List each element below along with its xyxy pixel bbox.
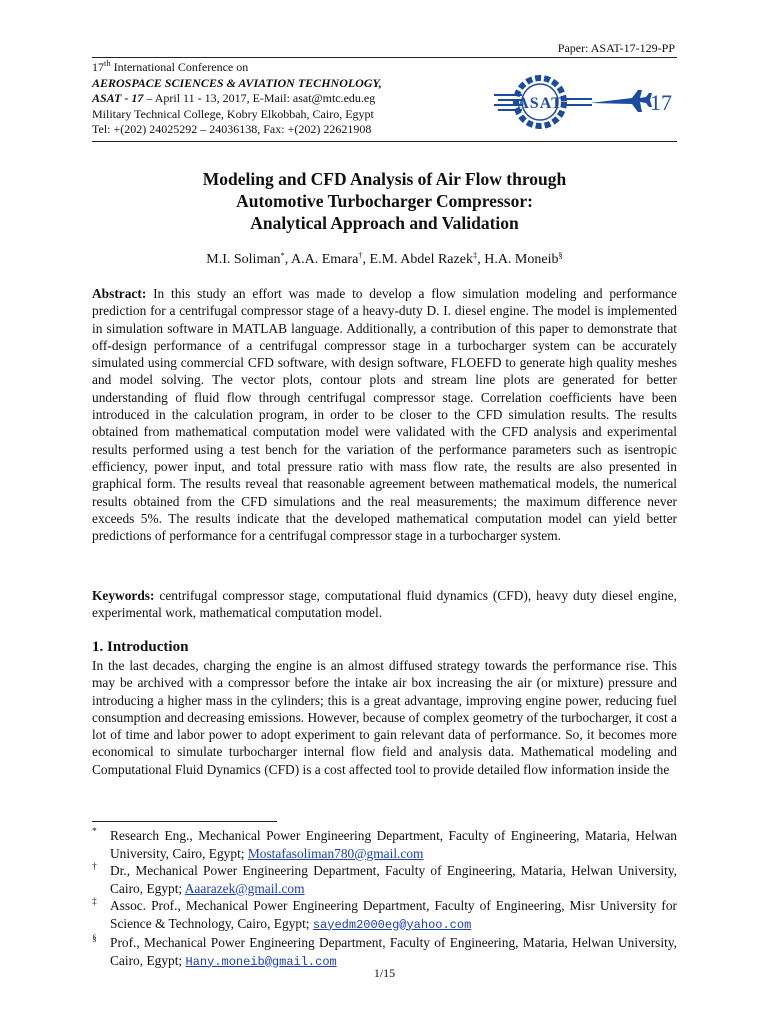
- conference-ordinal: th: [104, 58, 111, 68]
- header-bottom-rule: [92, 141, 677, 142]
- author-4: , H.A. Moneib: [477, 252, 559, 267]
- conference-institution: Military Technical College, Kobry Elkobbah, Cairo, Egypt: [92, 106, 374, 121]
- conference-dates-email: – April 11 - 13, 2017, E-Mail: asat@mtc.edu.eg: [143, 91, 376, 105]
- keywords: [92, 587, 677, 622]
- footnote-text: Dr., Mechanical Power Engineering Department, Faculty of Engineering, Mataria, Helwan University, Cairo, Egypt;: [110, 863, 677, 896]
- footnote-2: [92, 862, 677, 897]
- introduction-text: In the last decades, charging the engine is an almost diffused strategy towards the performance rise. This may be archived with a compressor before the intake air box increasing the air (or mixture) pressure and introducing a higher mass in the cylinders; this is a great advantage, improving engine power, reducing fuel consumption and decreasing emissions. However, because of complex geometry of the turbocharger, it cost a lot of time and labor power to adopt experiment to gain relevant data of performance. So, it becomes more economical to simulate turbocharger internal flow field and analysis data. Mathematical modeling and Computational Fluid Dynamics (CFD) is a cost affected tool to provide detailed flow information inside the: [92, 658, 677, 777]
- conference-dates-line: [92, 91, 512, 107]
- conference-line: [92, 60, 512, 76]
- author-2-mark: †: [358, 250, 363, 260]
- keywords-text: centrifugal compressor stage, computational fluid dynamics (CFD), heavy duty diesel engine, experimental work, mathematical computation model.: [92, 588, 677, 621]
- section-heading-introduction: 1. Introduction: [92, 639, 189, 655]
- page-number: 1/15: [373, 966, 396, 980]
- keywords-label: Keywords:: [92, 588, 155, 603]
- conference-number: 17: [92, 60, 104, 74]
- abstract-text: In this study an effort was made to develop a flow simulation modeling and performance prediction for a centrifugal compressor stage of a heavy-duty D. I. diesel engine. The model is implemented in simulation software in MATLAB language. Additionally, a contribution of this paper to demonstrate that off-design performance of a centrifugal compressor stage in a turbocharger system can be accurately simulated using commercial CFD software, with design software, FLOEFD to generate high quality meshes and model solving. The vector plots, contour plots and stream line plots are generated for better understanding of fluid flow through centrifugal compressor stage. Correlation coefficients have been introduced in the calculation program, in order to be closer to the CFD simulation results. The results obtained from mathematical computation model were validated with the CFD analysis and experimental results performed using a test bench for the variation of the performance parameters such as isentropic efficiency, power input, and total pressure ratio with mass flow rate, the results are also presented in graphical form. The results reveal that reasonable agreement between mathematical models, the numerical results obtained from the CFD simulations and the real measurements; the maximum difference never exceeds 5%. The results indicate that the developed mathematical computation model can yield better predictions of performance for a centrifugal compressor stage in a turbocharger system.: [92, 286, 677, 544]
- footnote-mark: ‡: [92, 897, 97, 907]
- footnote-1: [92, 827, 677, 862]
- footnote-mark: *: [92, 827, 97, 837]
- author-1-mark: *: [280, 250, 285, 260]
- header-top-rule: [92, 57, 677, 58]
- footnote-text: Assoc. Prof., Mechanical Power Engineering Department, Faculty of Engineering, Misr University for Science & Technology, Cairo, Egypt;: [110, 898, 677, 931]
- abstract-label: Abstract:: [92, 286, 147, 301]
- footnote-email-link[interactable]: Mostafasoliman780@gmail.com: [247, 845, 424, 861]
- author-2: , A.A. Emara: [284, 252, 359, 267]
- conference-header: [92, 60, 512, 138]
- title-line-1: Modeling and CFD Analysis of Air Flow through: [202, 169, 567, 189]
- footnote-mark: †: [92, 862, 97, 872]
- conference-name: AEROSPACE SCIENCES & AVIATION TECHNOLOGY,: [92, 75, 382, 90]
- abstract: [92, 285, 677, 544]
- title-line-3: Analytical Approach and Validation: [250, 213, 519, 233]
- title-line-2: Automotive Turbocharger Compressor:: [236, 191, 533, 211]
- footnote-email-link[interactable]: sayedm2000eg@yahoo.com: [312, 917, 472, 932]
- asat-logo: [492, 72, 676, 132]
- author-1: M.I. Soliman: [206, 252, 281, 267]
- footnote-text: Prof., Mechanical Power Engineering Department, Faculty of Engineering, Mataria, Helwan University, Cairo, Egypt;: [110, 935, 677, 968]
- logo-number: 17: [650, 90, 672, 115]
- conference-contact: Tel: +(202) 24025292 – 24036138, Fax: +(202) 22621908: [92, 122, 372, 136]
- author-4-mark: §: [558, 250, 563, 260]
- author-3: , E.M. Abdel Razek: [362, 252, 473, 267]
- footnote-email-link[interactable]: Hany.moneib@gmail.com: [185, 954, 337, 969]
- footnote-rule: [92, 821, 277, 822]
- footnote-email-link[interactable]: Aaarazek@gmail.com: [184, 880, 305, 896]
- footnote-mark: §: [92, 934, 97, 944]
- logo-text: ASAT: [517, 95, 563, 112]
- footnote-text: Research Eng., Mechanical Power Engineering Department, Faculty of Engineering, Mataria, Helwan University, Cairo, Egypt;: [110, 828, 677, 861]
- paper-title: [92, 168, 677, 234]
- asat-label: ASAT - 17: [92, 91, 144, 105]
- footnote-3: [92, 897, 677, 934]
- author-list: [92, 252, 677, 268]
- paper-id: Paper: ASAT-17-129-PP: [557, 41, 675, 55]
- author-3-mark: ‡: [472, 250, 478, 260]
- conference-line-text: International Conference on: [110, 60, 249, 74]
- footnotes: [92, 827, 677, 971]
